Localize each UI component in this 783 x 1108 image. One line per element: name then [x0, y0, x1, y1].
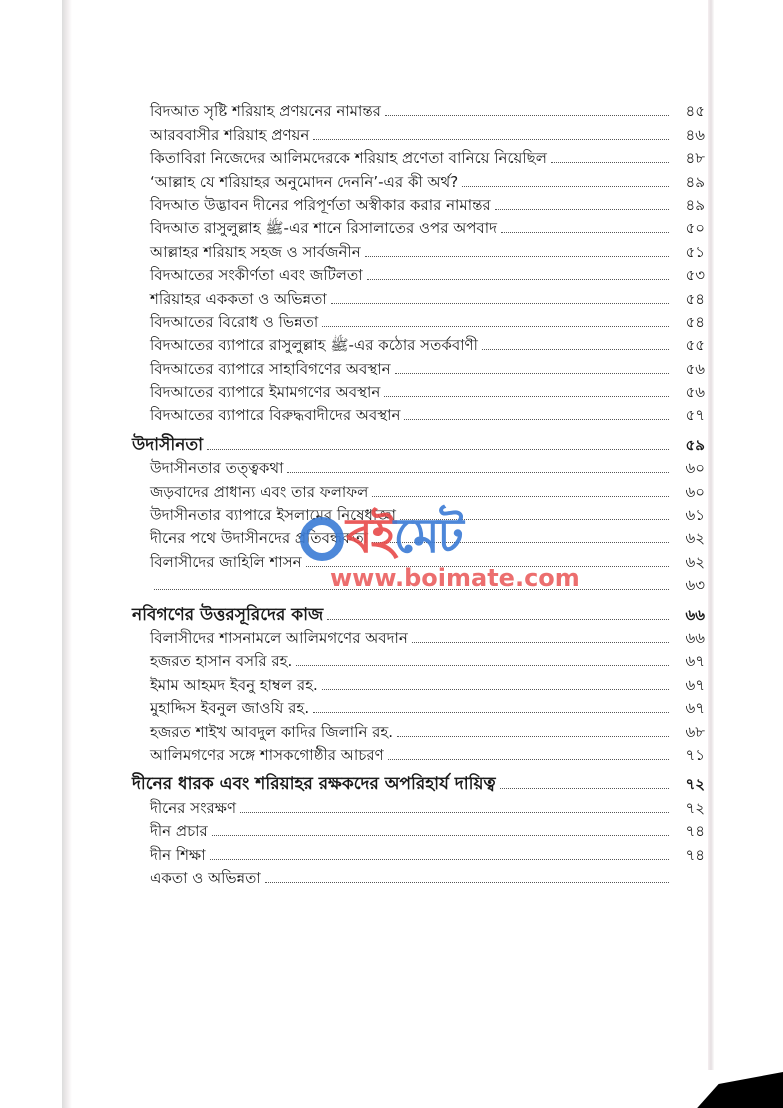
toc-page-number: ৪৯ — [685, 195, 705, 214]
toc-entry — [150, 694, 705, 717]
toc-page-number: ৫৬ — [685, 359, 705, 378]
toc-entry-title: বিদআতের ব্যাপারে রাসুলুল্লাহ ﷺ-এর কঠোর সতর্কবাণী — [150, 336, 478, 355]
toc-entry — [150, 624, 705, 647]
toc-entry-title: বিদআত রাসুলুল্লাহ ﷺ-এর শানে রিসালাতের ওপর অপবাদ — [150, 219, 497, 238]
dot-leader — [462, 186, 669, 187]
toc-entry-title: বিদআতের সংকীর্ণতা এবং জটিলতা — [150, 266, 363, 285]
dot-leader — [313, 139, 669, 140]
toc-entry — [150, 378, 705, 401]
toc-entry-title: শরিয়াহর এককতা ও অভিন্নতা — [150, 289, 327, 308]
toc-entry — [150, 214, 705, 237]
toc-entry — [150, 571, 705, 594]
watermark-logo-part-a: বই — [346, 508, 394, 564]
toc-page-number: ৫১ — [685, 242, 705, 261]
toc-page-number: ৭১ — [685, 745, 705, 764]
toc-page-number: ৬০ — [685, 459, 705, 478]
page-corner-shadow — [640, 1068, 783, 1108]
toc-entry — [150, 717, 705, 740]
dot-leader — [482, 349, 669, 350]
dot-leader — [372, 496, 669, 497]
toc-page-number: ৬৭ — [685, 699, 705, 718]
toc-page-number: ৫৪ — [685, 289, 705, 308]
watermark-logo-part-b: মেট — [393, 508, 462, 564]
toc-entry — [150, 501, 705, 524]
dot-leader — [287, 472, 669, 473]
toc-page-number: ৪৯ — [685, 172, 705, 191]
toc-entry — [150, 793, 705, 816]
toc-entry — [150, 284, 705, 307]
toc-entry — [150, 477, 705, 500]
dot-leader — [306, 566, 669, 567]
toc-entry — [150, 191, 705, 214]
toc-section-heading — [132, 430, 705, 453]
toc-page-number: ৬৭ — [685, 652, 705, 671]
toc-page-number: ৪৮ — [685, 149, 705, 168]
dot-leader — [313, 712, 669, 713]
toc-entry — [150, 237, 705, 260]
dot-leader — [500, 788, 669, 789]
toc-page-number: ৬১ — [685, 506, 705, 525]
dot-leader — [322, 326, 669, 327]
toc-entry-title: মুহাদ্দিস ইবনুল জাওযি রহ. — [150, 699, 310, 718]
toc-entry — [150, 331, 705, 354]
toc-entry-title: বিদআতের ব্যাপারে ইমামগণের অবস্থান — [150, 383, 381, 402]
toc-entry — [150, 524, 705, 547]
toc-section-heading — [132, 770, 705, 793]
toc-page-number: ৭৪ — [685, 845, 705, 864]
toc-page-number: ৬৩ — [685, 576, 705, 595]
toc-entry-title: আলিমগণের সঙ্গে শাসকগোষ্ঠীর আচরণ — [150, 745, 384, 764]
toc-entry-title: বিলাসীদের শাসনামলে আলিমগণের অবদান — [150, 628, 408, 647]
toc-page-number: ৭২ — [685, 798, 705, 817]
toc-page-number: ৬২ — [685, 552, 705, 571]
dot-leader — [395, 373, 669, 374]
toc-page-number: ৬০ — [685, 482, 705, 501]
toc-page-number: ৬৮ — [685, 722, 705, 741]
toc-entry-title: বিদআতের ব্যাপারে সাহাবিগণের অবস্থান — [150, 359, 391, 378]
dot-leader — [210, 859, 669, 860]
toc-entry-title: আল্লাহর শরিয়াহ সহজ ও সার্বজনীন — [150, 242, 361, 261]
dot-leader — [365, 256, 669, 257]
page-gutter-shadow — [62, 0, 72, 1108]
toc-page-number: ৫৬ — [685, 383, 705, 402]
dot-leader — [384, 396, 669, 397]
table-of-contents — [132, 97, 705, 887]
toc-page-number: ৬২ — [685, 529, 705, 548]
toc-entry — [150, 144, 705, 167]
toc-entry — [150, 261, 705, 284]
toc-entry — [150, 97, 705, 120]
toc-entry — [150, 670, 705, 693]
dot-leader — [501, 232, 669, 233]
toc-entry-title: আরববাসীর শরিয়াহ প্রণয়ন — [150, 125, 310, 144]
dot-leader — [212, 835, 669, 836]
toc-entry — [150, 120, 705, 143]
dot-leader — [154, 589, 669, 590]
dot-leader — [327, 619, 669, 620]
toc-page-number: ৪৬ — [685, 125, 705, 144]
toc-entry — [150, 547, 705, 570]
dot-leader — [404, 419, 669, 420]
dot-leader — [207, 449, 669, 450]
toc-entry — [150, 864, 705, 887]
dot-leader — [495, 209, 669, 210]
dot-leader — [372, 542, 669, 543]
toc-page-number: ৫৭ — [685, 406, 705, 425]
toc-page-number: ৫৩ — [685, 266, 705, 285]
toc-entry-title: দীন শিক্ষা — [150, 845, 206, 864]
dot-leader — [296, 665, 669, 666]
page-edge — [708, 0, 714, 1070]
dot-leader — [322, 689, 669, 690]
watermark-url: www.boimate.com — [330, 564, 580, 592]
toc-entry — [150, 647, 705, 670]
toc-entry — [150, 401, 705, 424]
toc-entry-title: বিদআতের ব্যাপারে বিরুদ্ধবাদীদের অবস্থান — [150, 406, 401, 425]
toc-entry — [150, 308, 705, 331]
dot-leader — [388, 759, 669, 760]
toc-entry-title: দীনের সংরক্ষণ — [150, 798, 237, 817]
dot-leader — [412, 642, 669, 643]
toc-entry-title: উদাসীনতার ব্যাপারে ইসলামের নিষেধাজ্ঞা — [150, 506, 396, 525]
toc-page-number: ৫৪ — [685, 312, 705, 331]
dot-leader — [240, 812, 669, 813]
toc-entry-title: বিদআত উদ্ভাবন দীনের পরিপূর্ণতা অস্বীকার করার নামান্তর — [150, 195, 491, 214]
toc-entry — [150, 167, 705, 190]
dot-leader — [397, 736, 669, 737]
toc-entry-title: উদাসীনতার তত্ত্বকথা — [150, 459, 284, 478]
dot-leader — [265, 882, 669, 883]
dot-leader — [551, 162, 669, 163]
toc-section-heading — [132, 600, 705, 623]
toc-entry-title: হজরত শাইখ আবদুল কাদির জিলানি রহ. — [150, 722, 394, 741]
toc-page-number: ৫৯ — [685, 435, 705, 454]
toc-entry — [150, 817, 705, 840]
toc-entry — [150, 741, 705, 764]
toc-entry-title: নবিগণের উত্তরসূরিদের কাজ — [132, 604, 324, 625]
dot-leader — [385, 115, 669, 116]
dot-leader — [367, 279, 669, 280]
toc-entry-title: একতা ও অভিন্নতা — [150, 868, 261, 887]
toc-entry — [150, 354, 705, 377]
toc-entry-title: দীন প্রচার — [150, 822, 208, 841]
toc-entry-title: হজরত হাসান বসরি রহ. — [150, 652, 293, 671]
dot-leader — [331, 303, 669, 304]
toc-entry-title: জড়বাদের প্রাধান্য এবং তার ফলাফল — [150, 482, 369, 501]
toc-page-number: ৬৬ — [685, 605, 705, 624]
toc-entry-title: ইমাম আহমদ ইবনু হাম্বল রহ. — [150, 675, 318, 694]
toc-entry-title: বিদআতের বিরোধ ও ভিন্নতা — [150, 312, 319, 331]
toc-entry-title: বিদআত সৃষ্টি শরিয়াহ প্রণয়নের নামান্তর — [150, 102, 381, 121]
toc-entry-title: বিলাসীদের জাহিলি শাসন — [150, 552, 302, 571]
toc-entry-title: কিতাবিরা নিজেদের আলিমদেরকে শরিয়াহ প্রণেতা বানিয়ে নিয়েছিল — [150, 149, 547, 168]
toc-page-number: ৬৬ — [685, 628, 705, 647]
toc-entry-title: উদাসীনতা — [132, 434, 204, 455]
toc-entry-title: ‘আল্লাহ যে শরিয়াহর অনুমোদন দেননি’-এর কী অর্থ? — [150, 172, 459, 191]
toc-page-number: ৭৪ — [685, 822, 705, 841]
toc-page-number: ৬৭ — [685, 675, 705, 694]
toc-page-number: ৪৫ — [685, 102, 705, 121]
toc-page-number: ৫০ — [685, 219, 705, 238]
dot-leader — [400, 519, 669, 520]
toc-page-number: ৫৫ — [685, 336, 705, 355]
toc-entry — [150, 454, 705, 477]
toc-entry-title: দীনের পথে উদাসীনদের প্রতিবন্ধকতা — [150, 529, 368, 548]
toc-entry — [150, 840, 705, 863]
toc-page-number: ৭২ — [685, 775, 705, 794]
toc-entry-title: দীনের ধারক এবং শরিয়াহর রক্ষকদের অপরিহার্য দায়িত্ব — [132, 774, 496, 795]
